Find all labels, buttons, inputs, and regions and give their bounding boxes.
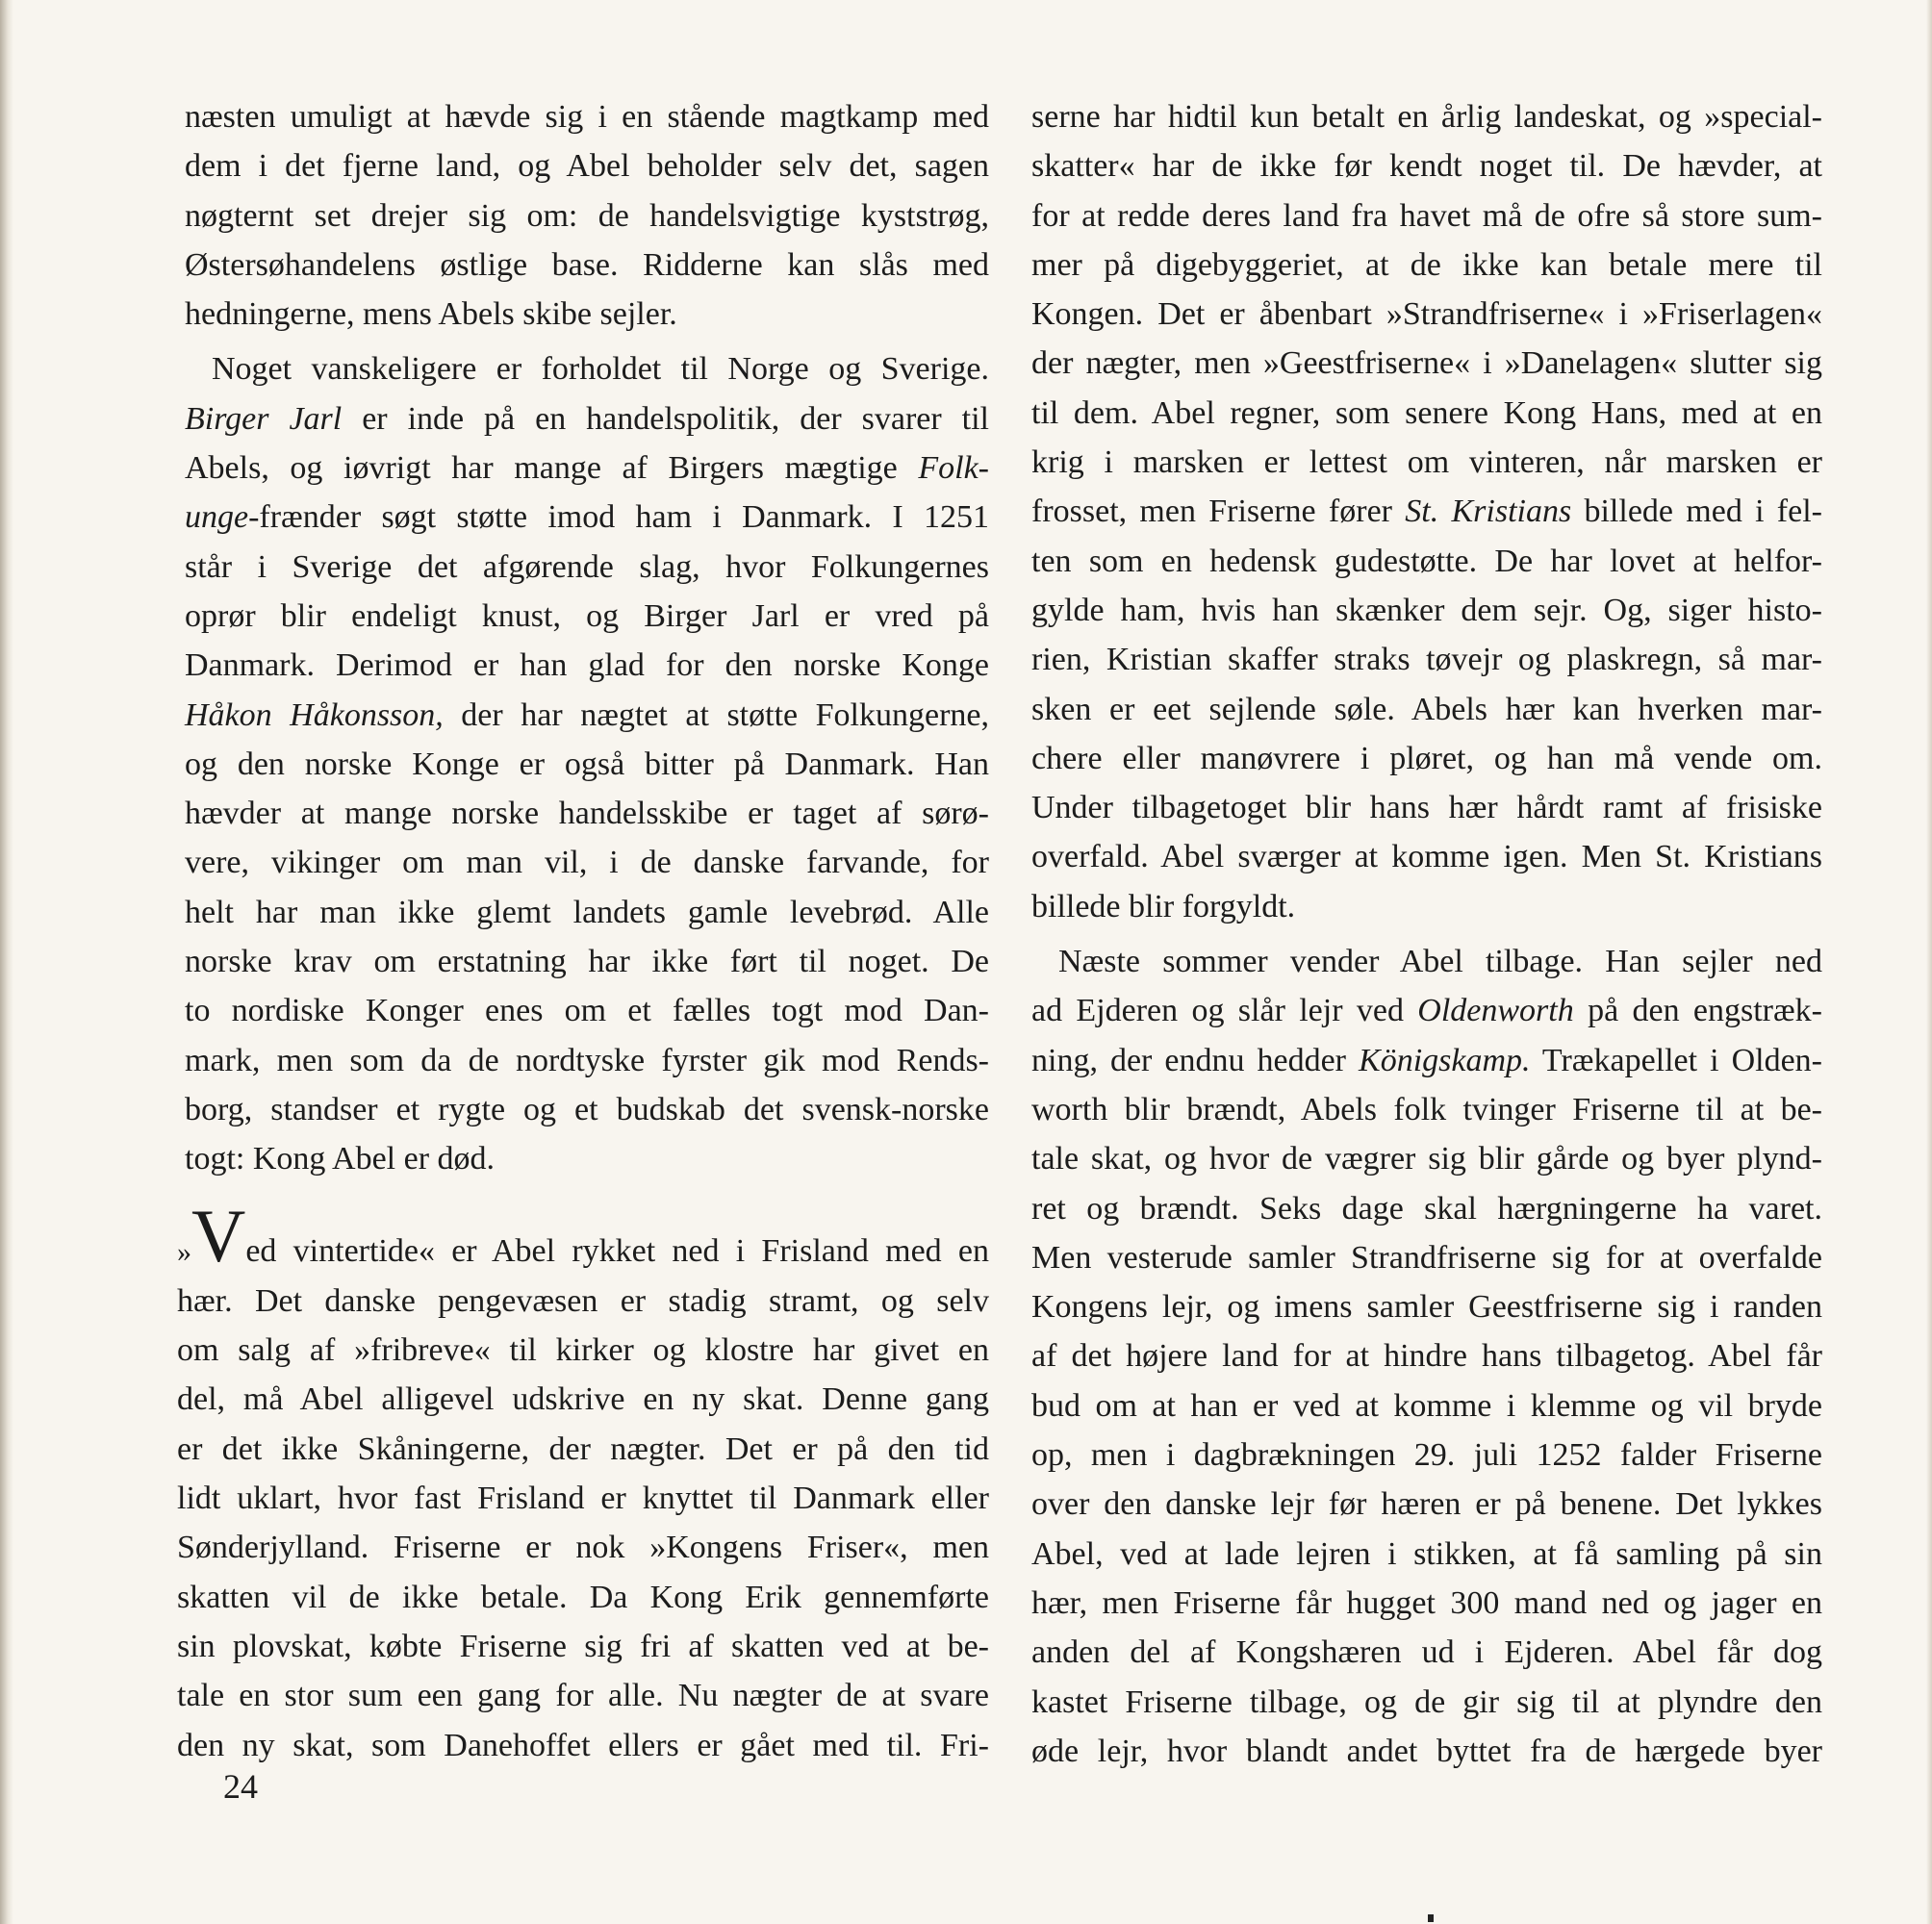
text-line: sken er eet sejlende søle. Abels hær kan hverken mar- (1031, 691, 1822, 727)
text-line: skatter« har de ikke før kendt noget til. De hævder, at (1031, 148, 1822, 185)
text-span: ed vintertide« er Abel rykket ned i Frisland med en (245, 1232, 989, 1269)
text-line (185, 443, 989, 493)
text-line: norske krav om erstatning har ikke ført til noget. De (185, 944, 989, 980)
text-line: for at redde deres land fra havet må de ofre så store sum- (1031, 197, 1822, 234)
text-line: der nægter, men »Geestfriserne« i »Danelagen« slutter sig (1031, 345, 1822, 382)
binding-edge (0, 0, 13, 1924)
text-line: Under tilbagetoget blir hans hær hårdt ramt af frisiske (1031, 790, 1822, 826)
text-line: to nordiske Konger enes om et fælles togt mod Dan- (185, 993, 989, 1029)
text-line: oprør blir endeligt knust, og Birger Jarl er vred på (185, 597, 989, 634)
italic-name: Birger Jarl (185, 400, 343, 437)
text-line: sin plovskat, købte Friserne sig fri af skatten ved at be- (177, 1628, 989, 1664)
italic-name: Folk- (918, 450, 989, 487)
text-line (185, 691, 989, 740)
text-line: vere, vikinger om man vil, i de danske farvande, for (185, 845, 989, 881)
text-line: og den norske Konge er også bitter på Danmark. Han (185, 746, 989, 782)
scan-mark (1428, 1914, 1434, 1922)
text-line: dem i det fjerne land, og Abel beholder selv det, sagen (185, 148, 989, 185)
text-span: på den engstræk- (1573, 993, 1822, 1029)
text-line: mer på digebyggeriet, at de ikke kan betale mere til (1031, 246, 1822, 283)
text-line: Næste sommer vender Abel tilbage. Han sejler ned (1058, 944, 1822, 980)
text-line: Abel, ved at lade lejren i stikken, at få samling på sin (1031, 1535, 1822, 1572)
paragraph (185, 344, 989, 1183)
text-line: ret og brændt. Seks dage skal hærgningerne ha varet. (1031, 1190, 1822, 1227)
text-line: krig i marsken er lettest om vinteren, når marsken er (1031, 444, 1822, 481)
text-line: billede blir forgyldt. (1031, 888, 1296, 924)
italic-name: Königskamp. (1359, 1042, 1531, 1078)
italic-name: Håkon Håkonsson, (185, 696, 444, 733)
text-line: serne har hidtil kun betalt en årlig landeskat, og »special- (1031, 99, 1822, 135)
text-line (185, 394, 989, 443)
paragraph (1031, 92, 1822, 931)
right-column (1031, 92, 1822, 1776)
text-span: er inde på en handelspolitik, der svarer til (342, 400, 989, 437)
text-line: Østersøhandelens østlige base. Ridderne kan slås med (185, 246, 989, 283)
text-line: lidt uklart, hvor fast Frisland er knyttet til Danmark eller (177, 1481, 989, 1517)
paragraph (185, 92, 989, 339)
text-line: er det ikke Skåningerne, der nægter. Det er på den tid (177, 1430, 989, 1467)
text-line: overfald. Abel sværger at komme igen. Men St. Kristians (1031, 839, 1822, 875)
text-line (1031, 487, 1822, 536)
text-line: Kongen. Det er åbenbart »Strandfriserne« i »Friserlagen« (1031, 296, 1822, 333)
text-line: kastet Friserne tilbage, og de gir sig til at plyndre den (1031, 1684, 1822, 1720)
text-line (1031, 1036, 1822, 1085)
text-line: borg, standser et rygte og et budskab det svensk-norske (185, 1091, 989, 1127)
text-line: anden del af Kongshæren ud i Ejderen. Abel får dog (1031, 1634, 1822, 1671)
text-span: Trækapellet i Olden- (1530, 1042, 1822, 1078)
section-paragraph (177, 1193, 989, 1770)
text-line: hedningerne, mens Abels skibe sejler. (185, 296, 677, 333)
text-line (1031, 986, 1822, 1035)
text-line: Danmark. Derimod er han glad for den norske Konge (185, 647, 989, 684)
text-line: helt har man ikke glemt landets gamle levebrød. Alle (185, 894, 989, 930)
text-line: hævder at mange norske handelsskibe er taget af sørø- (185, 796, 989, 832)
text-span: der har nægtet at støtte Folkungerne, (443, 696, 989, 733)
text-line: af det højere land for at hindre hans tilbagetog. Abel får (1031, 1338, 1822, 1375)
text-line: worth blir brændt, Abels folk tvinger Friserne til at be- (1031, 1091, 1822, 1127)
text-line: bud om at han er ved at komme i klemme og vil bryde (1031, 1387, 1822, 1424)
text-line: hær, men Friserne får hugget 300 mand ned og jager en (1031, 1584, 1822, 1621)
italic-name: St. Kristians (1405, 494, 1572, 530)
text-line: Sønderjylland. Friserne er nok »Kongens Friser«, men (177, 1530, 989, 1566)
italic-name: unge (185, 499, 249, 536)
text-line: del, må Abel alligevel udskrive en ny skat. Denne gang (177, 1381, 989, 1418)
text-span: Abels, og iøvrigt har mange af Birgers mægtige (185, 450, 919, 487)
text-line (177, 1193, 989, 1278)
text-span: ad Ejderen og slår lejr ved (1031, 993, 1418, 1029)
text-line: tale en stor sum een gang for alle. Nu nægter de at svare (177, 1678, 989, 1714)
text-line: op, men i dagbrækningen 29. juli 1252 falder Friserne (1031, 1437, 1822, 1474)
text-line: skatten vil de ikke betale. Da Kong Erik gennemførte (177, 1579, 989, 1615)
text-span: billede med i fel- (1571, 494, 1822, 530)
text-line: over den danske lejr før hæren er på benene. Det lykkes (1031, 1486, 1822, 1523)
text-line (185, 493, 989, 542)
text-line: står i Sverige det afgørende slag, hvor Folkungernes (185, 548, 989, 585)
text-line: til dem. Abel regner, som senere Kong Hans, med at en (1031, 394, 1822, 431)
text-span: ning, der endnu hedder (1031, 1042, 1360, 1078)
text-span: frosset, men Friserne fører (1031, 494, 1406, 530)
text-line: togt: Kong Abel er død. (185, 1141, 496, 1177)
text-line: om salg af »fribreve« til kirker og klostre har givet en (177, 1332, 989, 1369)
text-line: hær. Det danske pengevæsen er stadig stramt, og selv (177, 1282, 989, 1319)
text-line: Men vesterude samler Strandfriserne sig for at overfalde (1031, 1239, 1822, 1276)
text-span: -frænder søgt støtte imod ham i Danmark. I 1251 (248, 499, 989, 536)
open-quote: » (177, 1235, 191, 1268)
text-line: chere eller manøvrere i pløret, og han må vende om. (1031, 740, 1822, 776)
text-line: gylde ham, hvis han skænker dem sejr. Og, siger histo- (1031, 592, 1822, 628)
text-line: tale skat, og hvor de vægrer sig blir gårde og byer plynd- (1031, 1141, 1822, 1177)
left-column (177, 92, 989, 1770)
paragraph (1031, 937, 1822, 1776)
text-line: øde lejr, hvor blandt andet byttet fra de hærgede byer (1031, 1733, 1822, 1769)
text-line: Noget vanskeligere er forholdet til Norge og Sverige. (212, 351, 989, 388)
text-line: mark, men som da de nordtyske fyrster gik mod Rends- (185, 1042, 989, 1078)
page-number: 24 (223, 1767, 258, 1806)
text-line: Kongens lejr, og imens samler Geestfriserne sig i randen (1031, 1289, 1822, 1326)
text-line: ten som en hedensk gudestøtte. De har lovet at helfor- (1031, 543, 1822, 579)
drop-cap: V (191, 1193, 246, 1278)
page-edge (1926, 0, 1932, 1924)
text-line: den ny skat, som Danehoffet ellers er gået med til. Fri- (177, 1727, 989, 1763)
text-line: rien, Kristian skaffer straks tøvejr og plaskregn, så mar- (1031, 642, 1822, 678)
text-line: nøgternt set drejer sig om: de handelsvigtige kyststrøg, (185, 197, 989, 234)
italic-name: Oldenworth (1417, 993, 1574, 1029)
text-line: næsten umuligt at hævde sig i en stående magtkamp med (185, 99, 989, 135)
